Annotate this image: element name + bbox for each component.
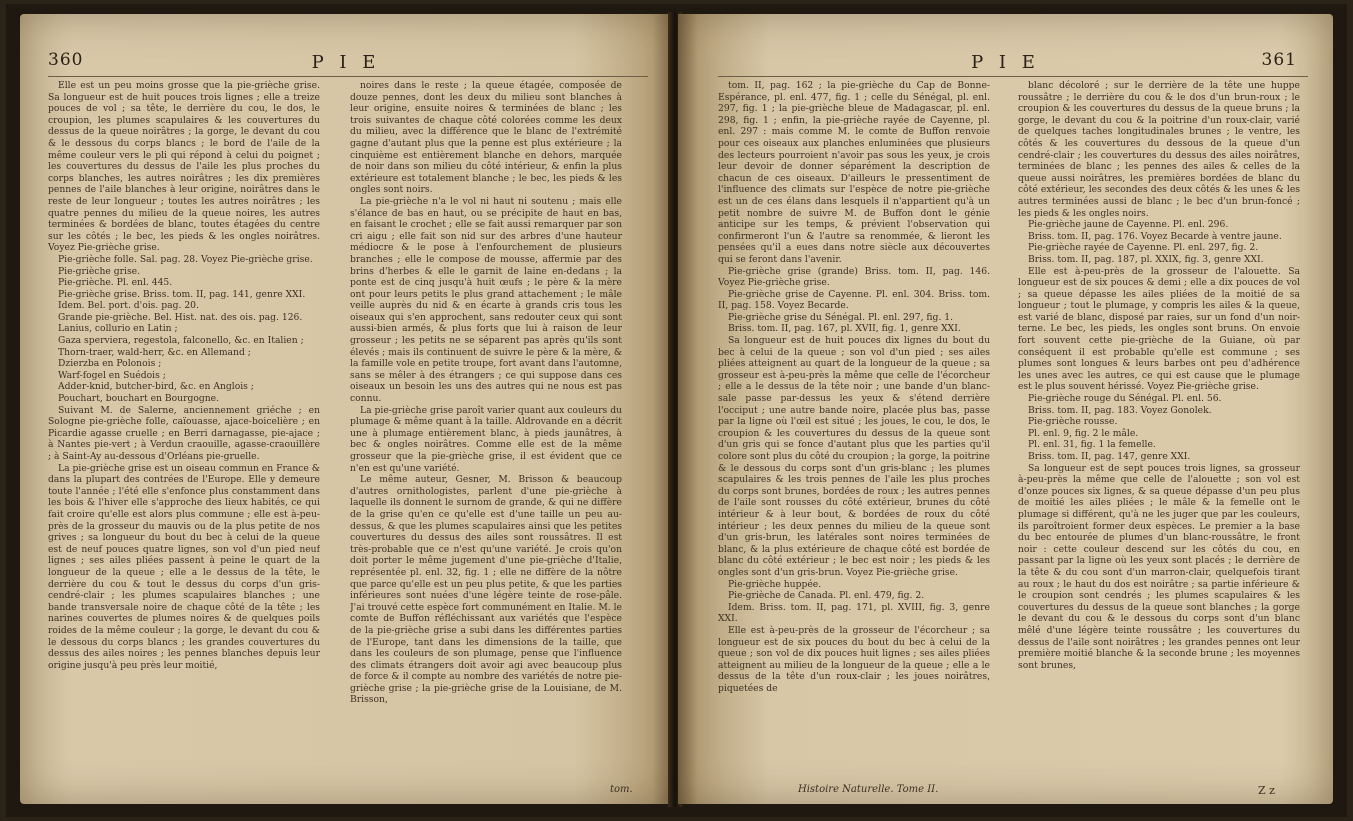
paragraph: Dzierzba en Polonois ;	[58, 358, 162, 370]
left-head-rule	[48, 76, 648, 77]
left-page	[20, 14, 672, 804]
paragraph: Briss. tom. II, pag. 147, genre XXI.	[1028, 451, 1191, 462]
paragraph: Sa longueur est de sept pouces trois lignes, sa grosseur à-peu-près la même que celle de l'alouette ; son vol est d'onze pouces six lignes, & sa queue dépasse d'un peu plus de moitié les ailes pliées ; le mâle & la femelle ont le plumage si différent, qu'à ne les juger que par les couleurs, ils paroîtroient former deux espèces. Le premier a la base du bec entourée de plumes d'un blanc-roussâtre, le front noir : cette couleur descend sur les côtés du cou, en passant par la ligne où les yeux sont placés ; le derrière de la tête & du cou sont d'un marron-clair, quelquefois tirant au roux ; le haut du dos est noirâtre ; sa partie inférieure & le croupion sont cendrés ; les plumes scapulaires & les couvertures du dessus de la queue sont blanches ; la gorge le devant du cou & le dessous du corps sont d'un blanc mêlé d'une légère teinte roussâtre ; les couvertures du dessus de l'aile sont noirâtres ; les grandes pennes ont leur première moitié blanche & la seconde brune ; les moyennes sont brunes,	[1018, 462, 1300, 671]
paragraph: Pie-grièche huppée.	[728, 578, 822, 590]
paragraph: tom. II, pag. 162 ; la pie-grièche du Cap de Bonne-Espérance, pl. enl. 477, fig. 1 ; celle du Sénégal, pl. enl. 297, fig. 1 ; la pie-grièche bleue de Madagascar, pl. enl. 298, fig. 1 ; enfin, la pie-grièche rayée de Cayenne, pl. enl. 297 : mais comme M. le comte de Buffon renvoie pour ces oiseaux aux planches enluminées que plusieurs des lecteurs pourroient n'avoir pas sous les yeux, je crois leur devoir de donner séparément la description de chacun de ces oiseaux. D'ailleurs le pressentiment de l'influence des climats sur l'espèce de notre pie-grièche est un de ces élans dans lesquels il n'appartient qu'à un petit nombre de suivre M. de Buffon dont le génie anticipe sur les temps, & prévient l'observation qui confirmeront l'un & l'autre sa renommée, & lieront les pensées qu'il a eues dans notre siècle aux découvertes qui se feront dans l'avenir.	[718, 80, 990, 265]
paragraph: Briss. tom. II, pag. 167, pl. XVII, fig. 1, genre XXI.	[728, 323, 961, 335]
left-column-1	[48, 80, 320, 780]
paragraph: Pie-grièche rouge du Sénégal. Pl. enl. 56.	[1028, 393, 1222, 405]
paragraph: La pie-grièche n'a le vol ni haut ni soutenu ; mais elle s'élance de bas en haut, ou se précipite de haut en bas, en faisant le crochet ; elle se fait aussi remarquer par son cri aigu ; elle fait son nid sur des arbres d'une hauteur médiocre & le pose à l'enfourchement de plusieurs branches ; elle le compose de mousse, affermie par des brins d'herbes & elle le garnit de laine en-dedans ; la ponte est de cinq jusqu'à huit œufs ; le père & la mère ont pour leurs petits le plus grand attachement ; le mâle veille auprès du nid & en écarte à grands cris tous les oiseaux qui s'en approchent, sans redouter ceux qui sont aussi-bien armés, & plus forts que lui à raison de leur grosseur ; les petits ne se séparent pas après qu'ils sont élevés ; mais ils continuent de suivre le père & la mère, & la famille vole en petite troupe, fort avant dans l'automne, sans se mêler à des étrangers ; ce qui suppose dans ces oiseaux un besoin les uns des autres qui ne nous est pas connu.	[350, 195, 622, 405]
paragraph: Elle est un peu moins grosse que la pie-grièche grise. Sa longueur est de huit pouces trois lignes ; elle a treize pouces de vol ; sa tête, le derrière du cou, le dos, le croupion, les plumes scapulaires & les couvertures du dessus de la queue noirâtres ; la gorge, le devant du cou & le dessous du corps blancs ; le bord de l'aile de la même couleur vers le pli qui répond à celui du poignet ; les couvertures du dessus de l'aile les plus proches du corps blanches, les autres noirâtres ; les dix premières pennes de l'aile blanches à leur origine, noirâtres dans le reste de leur longueur ; toutes les autres noirâtres ; les quatre pennes du milieu de la queue noires, les autres terminées & bordées de blanc, toutes étagées du centre sur les côtés ; le bec, les pieds & les ongles noirâtres. Voyez Pie-grièche grise.	[48, 80, 320, 254]
paragraph: Pie-grièche rousse.	[1028, 416, 1118, 428]
right-head-rule	[718, 76, 1308, 77]
left-running-head	[20, 50, 672, 72]
paragraph: Pie-grièche grise (grande) Briss. tom. II, pag. 146. Voyez Pie-grièche grise.	[718, 265, 990, 289]
right-column-1	[718, 80, 990, 780]
open-book	[6, 4, 1347, 817]
right-running-head	[678, 50, 1333, 72]
paragraph: Lanius, collurio en Latin ;	[58, 323, 178, 335]
left-page-title: P I E	[311, 52, 381, 73]
paragraph: Pie-grièche. Pl. enl. 445.	[58, 277, 173, 289]
paragraph: Pie-grièche grise du Sénégal. Pl. enl. 297, fig. 1.	[728, 311, 954, 323]
paragraph: Elle est à-peu-près de la grosseur de l'écorcheur ; sa longueur est de six pouces du bout du bec à celui de la queue ; son vol de dix pouces huit lignes ; ses ailes pliées atteignent au milieu de la longueur de la queue ; elle a le dessus de la tête d'un roux-clair ; les joues noirâtres, piquetées de	[718, 624, 990, 694]
paragraph: Idem. Bel. port. d'ois. pag. 20.	[58, 300, 199, 312]
paragraph: blanc décoloré ; sur le derrière de la tête une huppe roussâtre ; le derrière du cou & le dos d'un brun-roux ; le croupion & les couvertures du dessus de la queue bruns ; la gorge, le devant du cou & la poitrine d'un roux-clair, varié de quelques taches longitudinales brunes ; le ventre, les côtés & les couvertures du dessous de la queue d'un cendré-clair ; les couvertures du dessus des ailes noirâtres, terminées de blanc ; les pennes des ailes & celles de la queue aussi noirâtres, les premières bordées de blanc du côté extérieur, les secondes des deux côtés & les unes & les autres terminées aussi de blanc ; le bec d'un brun-foncé ; les pieds & les ongles noirs.	[1018, 80, 1300, 219]
right-page	[678, 14, 1333, 804]
left-catchword: tom.	[610, 784, 633, 795]
left-page-number: 360	[48, 50, 84, 70]
right-page-title: P I E	[971, 52, 1040, 73]
paragraph: Warf-fogel en Suédois ;	[58, 369, 166, 381]
paragraph: Gaza sperviera, regestola, falconello, &c. en Italien ;	[58, 335, 304, 347]
paragraph: Pie-grièche grise. Briss. tom. II, pag. 141, genre XXI.	[58, 288, 306, 300]
paragraph: Pl. enl. 9, fig. 2 le mâle.	[1028, 427, 1139, 439]
right-page-number: 361	[1261, 50, 1297, 70]
paragraph: Briss. tom. II, pag. 183. Voyez Gonolek.	[1028, 404, 1212, 416]
paragraph: Adder-knid, butcher-bird, &c. en Anglois ;	[58, 381, 254, 393]
paragraph: Sa longueur est de huit pouces dix lignes du bout du bec à celui de la queue ; son vol d'un pied ; ses ailes pliées atteignent au quart de la longueur de la queue ; sa grosseur est à-peu-près la même que celle de l'écorcheur ; elle a le dessus de la tête noir ; une bande d'un blanc-sale passe par-dessus les yeux & s'étend derrière l'occiput ; une autre bande noire, placée plus bas, passe par la ligne où l'œil est situé ; les joues, le cou, le dos, le croupion & les couvertures du dessus de la queue sont d'un gris qui se fonce d'autant plus que les parties qu'il colore sont plus du côté du croupion ; la gorge, la poitrine & le dessous du corps sont d'un gris-blanc ; les plumes scapulaires & les trois pennes de l'aile les plus proches du corps sont brunes, bordées de roux ; les autres pennes de l'aile sont rousses du côté extérieur, brunes du côté intérieur & à leur bout, & bordées de roux du côté intérieur ; les deux pennes du milieu de la queue sont d'un gris-brun, les latérales sont noires terminées de blanc, & la plus extérieure de chaque côté est bordée de blanc du côté extérieur ; le bec est noir ; les pieds & les ongles sont d'un gris-brun. Voyez Pie-grièche grise.	[718, 335, 990, 578]
paragraph: La pie-grièche grise est un oiseau commun en France & dans la plupart des contrées de l'Europe. Elle y demeure toute l'année ; l'été elle s'enfonce plus constamment dans les bois & l'hiver elle s'approche des lieux habités, ce qui fait croire qu'elle est alors plus commune ; elle est à-peu-près de la grosseur du mauvis ou de la plus petite de nos grives ; sa longueur du bout du bec à celui de la queue est de neuf pouces quatre lignes, son vol d'un pied neuf lignes ; ses ailes pliées passent à peine le quart de la longueur de la queue ; elle a le dessus de la tête, le derrière du cou & tout le dessus du corps d'un gris-cendré-clair ; les plumes scapulaires blanches ; une bande transversale noire de chaque côté de la tête ; les narines couvertes de plumes noires & de quelques poils roides de la même couleur ; la gorge, le devant du cou & le dessous du corps blancs ; les grandes couvertures du dessus des ailes noires ; les pennes blanches depuis leur origine jusqu'à peu près leur moitié,	[48, 462, 320, 671]
paragraph: Briss. tom. II, pag. 187, pl. XXIX, fig. 3, genre XXI.	[1028, 253, 1264, 265]
paragraph: Pl. enl. 31, fig. 1 la femelle.	[1028, 439, 1156, 451]
paragraph: Pie-grièche jaune de Cayenne. Pl. enl. 296.	[1028, 219, 1229, 231]
right-footer: Histoire Naturelle. Tome II.	[798, 784, 939, 795]
paragraph: Thorn-traer, wald-herr, &c. en Allemand ;	[58, 346, 251, 358]
paragraph: Briss. tom. II, pag. 176. Voyez Becarde à ventre jaune.	[1028, 230, 1282, 242]
paragraph: Pie-grièche grise de Cayenne. Pl. enl. 304. Briss. tom. II, pag. 158. Voyez Becarde.	[718, 288, 990, 312]
paragraph: noires dans le reste ; la queue étagée, composée de douze pennes, dont les deux du milieu sont blanches à leur origine, ensuite noires & terminées de blanc ; les trois suivantes de chaque côté colorées comme les deux du milieu, avec la différence que le blanc de l'extrémité gagne d'autant plus que la penne est plus extérieure ; la cinquième est entièrement blanche en dehors, marquée de noir dans son milieu du côté intérieur, & enfin la plus extérieure est totalement blanche ; le bec, les pieds & les ongles sont noirs.	[350, 80, 622, 196]
paragraph: Suivant M. de Salerne, anciennement griéche ; en Sologne pie-grièche folle, caïouasse, ajace-boicelière ; en Picardie agasse cruelle ; en Berri darnagasse, pie-ajace ; à Nantes pie-vert ; à Verdun craouille, agasse-craouillère ; à Saint-Ay au-dessous d'Orléans pie-gruelle.	[48, 404, 320, 462]
right-column-2	[1018, 80, 1300, 780]
paragraph: Pie-grièche folle. Sal. pag. 28. Voyez Pie-grièche grise.	[58, 253, 313, 265]
right-signature: Z z	[1258, 784, 1275, 797]
left-column-2	[350, 80, 622, 780]
paragraph: Pie-grièche grise.	[58, 265, 141, 277]
paragraph: Elle est à-peu-près de la grosseur de l'alouette. Sa longueur est de six pouces & demi ; elle a dix pouces de vol ; sa queue dépasse les ailes pliées de la moitié de sa longueur ; tout le plumage, y compris les ailes & la queue, est varié de blanc, disposé par raies, sur un fond d'un noir-terne. Le bec, les pieds, les ongles sont bruns. On envoie fort souvent cette pie-grièche de la Guiane, où par conséquent il est probable qu'elle est commune ; ses plumes sont longues & leurs barbes ont peu d'adhérence les unes avec les autres, ce qui est cause que le plumage est le plus souvent hérissé. Voyez Pie-grièche grise.	[1018, 265, 1300, 393]
paragraph: Pouchart, bouchart en Bourgogne.	[58, 393, 220, 405]
paragraph: Le même auteur, Gesner, M. Brisson & beaucoup d'autres ornithologistes, parlent d'une pie-grièche à laquelle ils donnent le surnom de grande, & qui ne diffère de la grise qu'en ce qu'elle est d'une taille un peu au-dessus, & que les plumes scapulaires ainsi que les petites couvertures du dessus des ailes sont roussâtres. Il est très-probable que ce n'est qu'une variété. Je crois qu'on doit porter le même jugement d'une pie-grièche d'Italie, représentée pl. enl. 32, fig. 1 ; elle ne diffère de la nôtre que parce qu'elle est un peu plus petite, & que les parties inférieures sont nuées d'une légère teinte de rose-pâle. J'ai trouvé cette espèce fort communément en Italie. M. le comte de Buffon réfléchissant aux variétés que l'espèce de la pie-grièche grise a subi dans les différentes parties de l'Europe, tant dans les dimensions de la taille, que dans les couleurs de son plumage, pense que l'influence des climats étrangers doit avoir agi avec beaucoup plus de force & il compte au nombre des variétés de notre pie-grièche grise ; la pie-grièche grise de la Louisiane, de M. Brisson,	[350, 474, 622, 706]
paragraph: Pie-grièche de Canada. Pl. enl. 479, fig. 2.	[728, 590, 925, 602]
paragraph: Grande pie-grièche. Bel. Hist. nat. des ois. pag. 126.	[58, 311, 303, 323]
paragraph: Idem. Briss. tom. II, pag. 171, pl. XVIII, fig. 3, genre XXI.	[718, 601, 990, 625]
paragraph: Pie-grièche rayée de Cayenne. Pl. enl. 297, fig. 2.	[1028, 242, 1259, 254]
paragraph: La pie-grièche grise paroît varier quant aux couleurs du plumage & même quant à la taille. Aldrovande en a décrit une à plumage entièrement blanc, à pieds jaunâtres, à bec & ongles noirâtres. Comme elle est de la même grosseur que la pie-grièche grise, il est évident que ce n'en est qu'une variété.	[350, 404, 622, 474]
